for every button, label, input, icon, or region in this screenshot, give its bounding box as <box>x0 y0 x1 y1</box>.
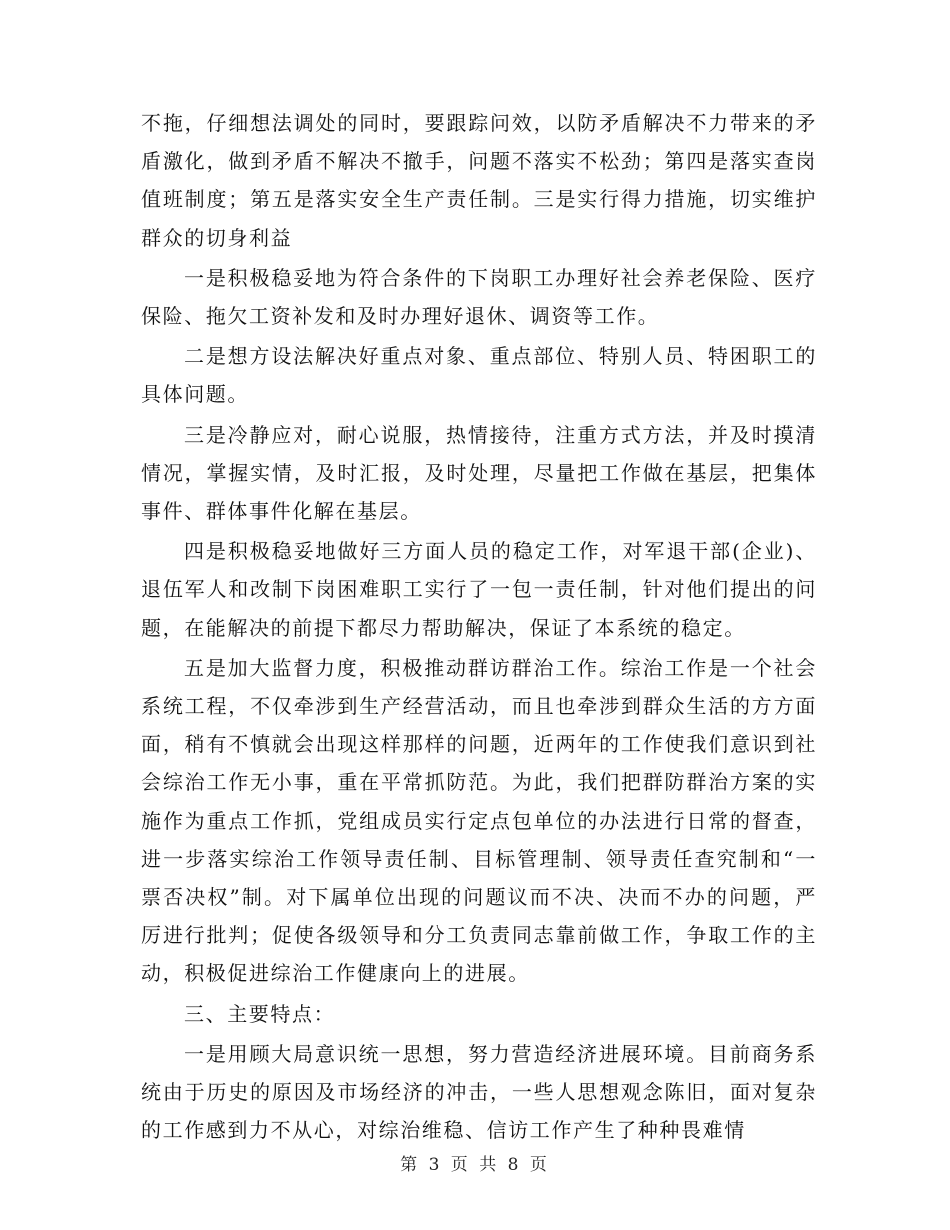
page-number-footer: 第 3 页 共 8 页 <box>400 1155 550 1175</box>
paragraph-1: 不拖，仔细想法调处的同时，要跟踪问效，以防矛盾解决不力带来的矛盾激化，做到矛盾不解决不撤手，问题不落实不松劲；第四是落实查岗值班制度；第五是落实安全生产责任制。三是实行得力措施，切实维护群众的切身利益 <box>141 111 817 250</box>
section-heading-main-features: 三、主要特点： <box>184 1001 336 1026</box>
paragraph-6: 五是加大监督力度，积极推动群访群治工作。综治工作是一个社会系统工程，不仅牵涉到生产经营活动，而且也牵涉到群众生活的方方面面，稍有不慎就会出现这样那样的问题，近两年的工作使我们意识到社会综治工作无小事，重在平常抓防范。为此，我们把群防群治方案的实施作为重点工作抓，党组成员实行定点包单位的办法进行日常的督查，进一步落实综治工作领导责任制、目标管理制、领导责任查究制和“一票否决权”制。对下属单位出现的问题议而不决、决而不办的问题，严厉进行批判；促使各级领导和分工负责同志靠前做工作，争取工作的主动，积极促进综治工作健康向上的进展。 <box>141 655 817 986</box>
paragraph-5: 四是积极稳妥地做好三方面人员的稳定工作，对军退干部(企业)、退伍军人和改制下岗困难职工实行了一包一责任制，针对他们提出的问题，在能解决的前提下都尽力帮助解决，保证了本系统的稳定。 <box>141 539 817 640</box>
paragraph-2: 一是积极稳妥地为符合条件的下岗职工办理好社会养老保险、医疗保险、拖欠工资补发和及时办理好退休、调资等工作。 <box>141 265 817 329</box>
paragraph-4: 三是冷静应对，耐心说服，热情接待，注重方式方法，并及时摸清情况，掌握实情，及时汇报，及时处理，尽量把工作做在基层，把集体事件、群体事件化解在基层。 <box>141 422 817 524</box>
paragraph-3: 二是想方设法解决好重点对象、重点部位、特别人员、特困职工的具体问题。 <box>141 344 817 407</box>
body-text <box>141 104 817 1151</box>
paragraph-7: 一是用顾大局意识统一思想，努力营造经济进展环境。目前商务系统由于历史的原因及市场经济的冲击，一些人思想观念陈旧，面对复杂的工作感到力不从心，对综治维稳、信访工作产生了种种畏难情 <box>141 1041 817 1143</box>
